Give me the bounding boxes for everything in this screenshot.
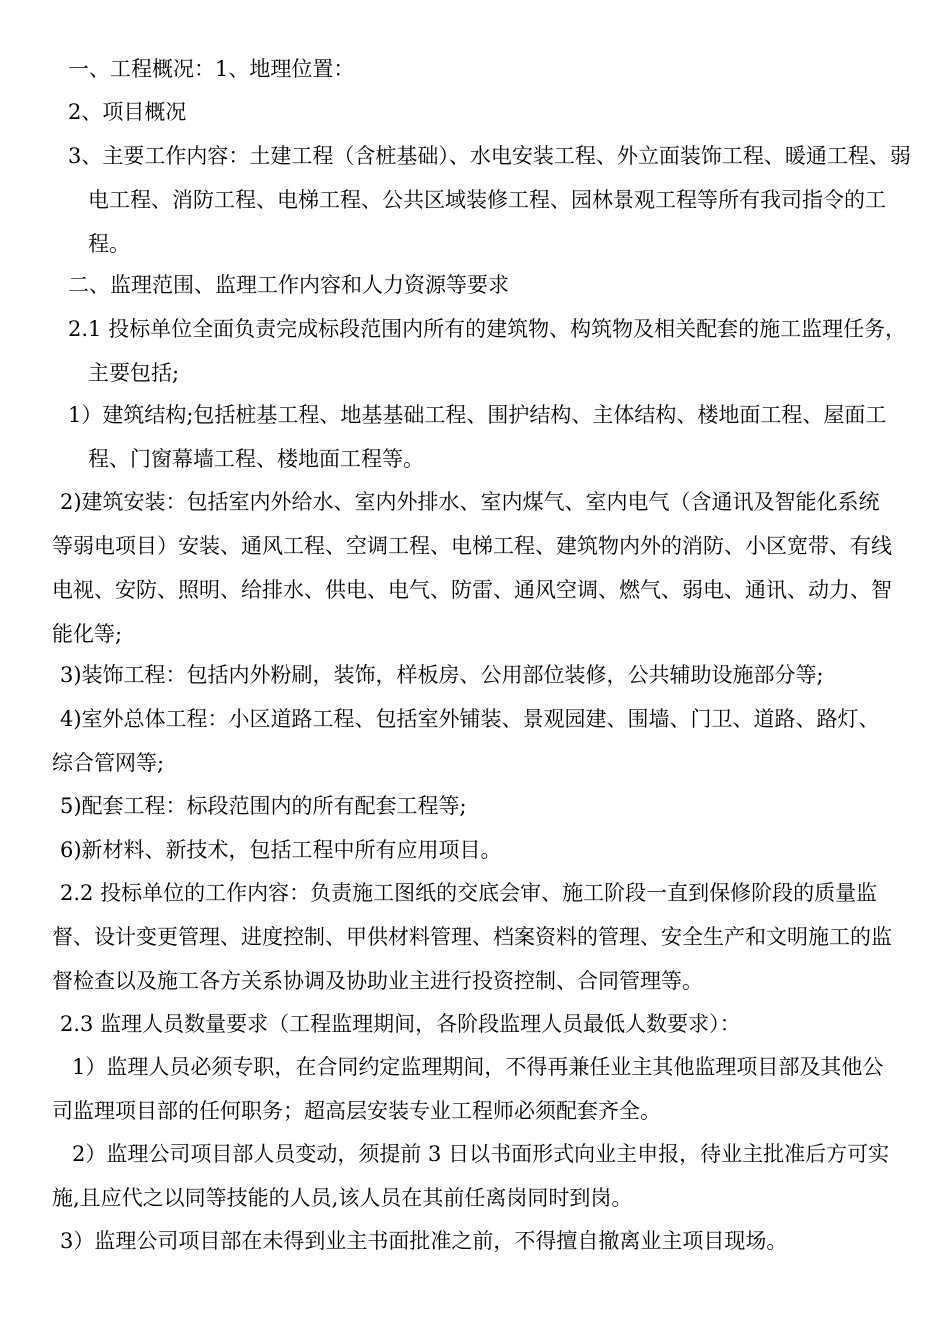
paragraph-staff-requirement-1: 1）监理人员必须专职，在合同约定监理期间，不得再兼任业主其他监理项目部及其他公司监理项目部的任何职务；超高层安装专业工程师必须配套齐全。: [52, 1055, 884, 1123]
paragraph-building-structure: 1）建筑结构;包括桩基工程、地基基础工程、围护结构、主体结构、楼地面工程、屋面工程、门窗幕墙工程、楼地面工程等。: [68, 403, 887, 471]
paragraph-outdoor-works: 4)室外总体工程：小区道路工程、包括室外铺装、景观园建、围墙、门卫、道路、路灯、综合管网等;: [52, 707, 880, 775]
paragraph-section-1-title: 一、工程概况：1、地理位置：: [68, 57, 355, 81]
paragraph-2-3: 2.3 监理人员数量要求（工程监理期间，各阶段监理人员最低人数要求）：: [60, 1012, 741, 1036]
paragraph-2-1: 2.1 投标单位全面负责完成标段范围内所有的建筑物、构筑物及相关配套的施工监理任务，主要包括;: [68, 317, 907, 385]
paragraph-project-overview: 2、项目概况: [68, 100, 187, 124]
paragraph-staff-requirement-2: 2）监理公司项目部人员变动，须提前 3 日以书面形式向业主申报，待业主批准后方可实施,且应代之以同等技能的人员,该人员在其前任离岗同时到岗。: [52, 1142, 890, 1210]
paragraph-section-2-title: 二、监理范围、监理工作内容和人力资源等要求: [68, 273, 509, 297]
paragraph-main-work: 3、主要工作内容：土建工程（含桩基础）、水电安装工程、外立面装饰工程、暖通工程、弱电工程、消防工程、电梯工程、公共区域装修工程、园林景观工程等所有我司指令的工程。: [68, 144, 911, 256]
paragraph-staff-requirement-3: 3）监理公司项目部在未得到业主书面批准之前，不得擅自撤离业主项目现场。: [60, 1229, 788, 1253]
paragraph-decoration: 3)装饰工程：包括内外粉刷，装饰，样板房、公用部位装修，公共辅助设施部分等;: [60, 663, 824, 687]
paragraph-building-installation: 2)建筑安装：包括室内外给水、室内外排水、室内煤气、室内电气（含通讯及智能化系统等弱电项目）安装、通风工程、空调工程、电梯工程、建筑物内外的消防、小区宽带、有线电视、安防、照明、给排水、供电、电气、防雷、通风空调、燃气、弱电、通讯、动力、智能化等;: [52, 490, 892, 646]
paragraph-supporting-works: 5)配套工程：标段范围内的所有配套工程等;: [60, 794, 467, 818]
paragraph-new-materials: 6)新材料、新技术，包括工程中所有应用项目。: [60, 838, 502, 862]
paragraph-2-2: 2.2 投标单位的工作内容：负责施工图纸的交底会审、施工阶段一直到保修阶段的质量监督、设计变更管理、进度控制、甲供材料管理、档案资料的管理、安全生产和文明施工的监督检查以及施工各方关系协调及协助业主进行投资控制、合同管理等。: [52, 881, 892, 993]
